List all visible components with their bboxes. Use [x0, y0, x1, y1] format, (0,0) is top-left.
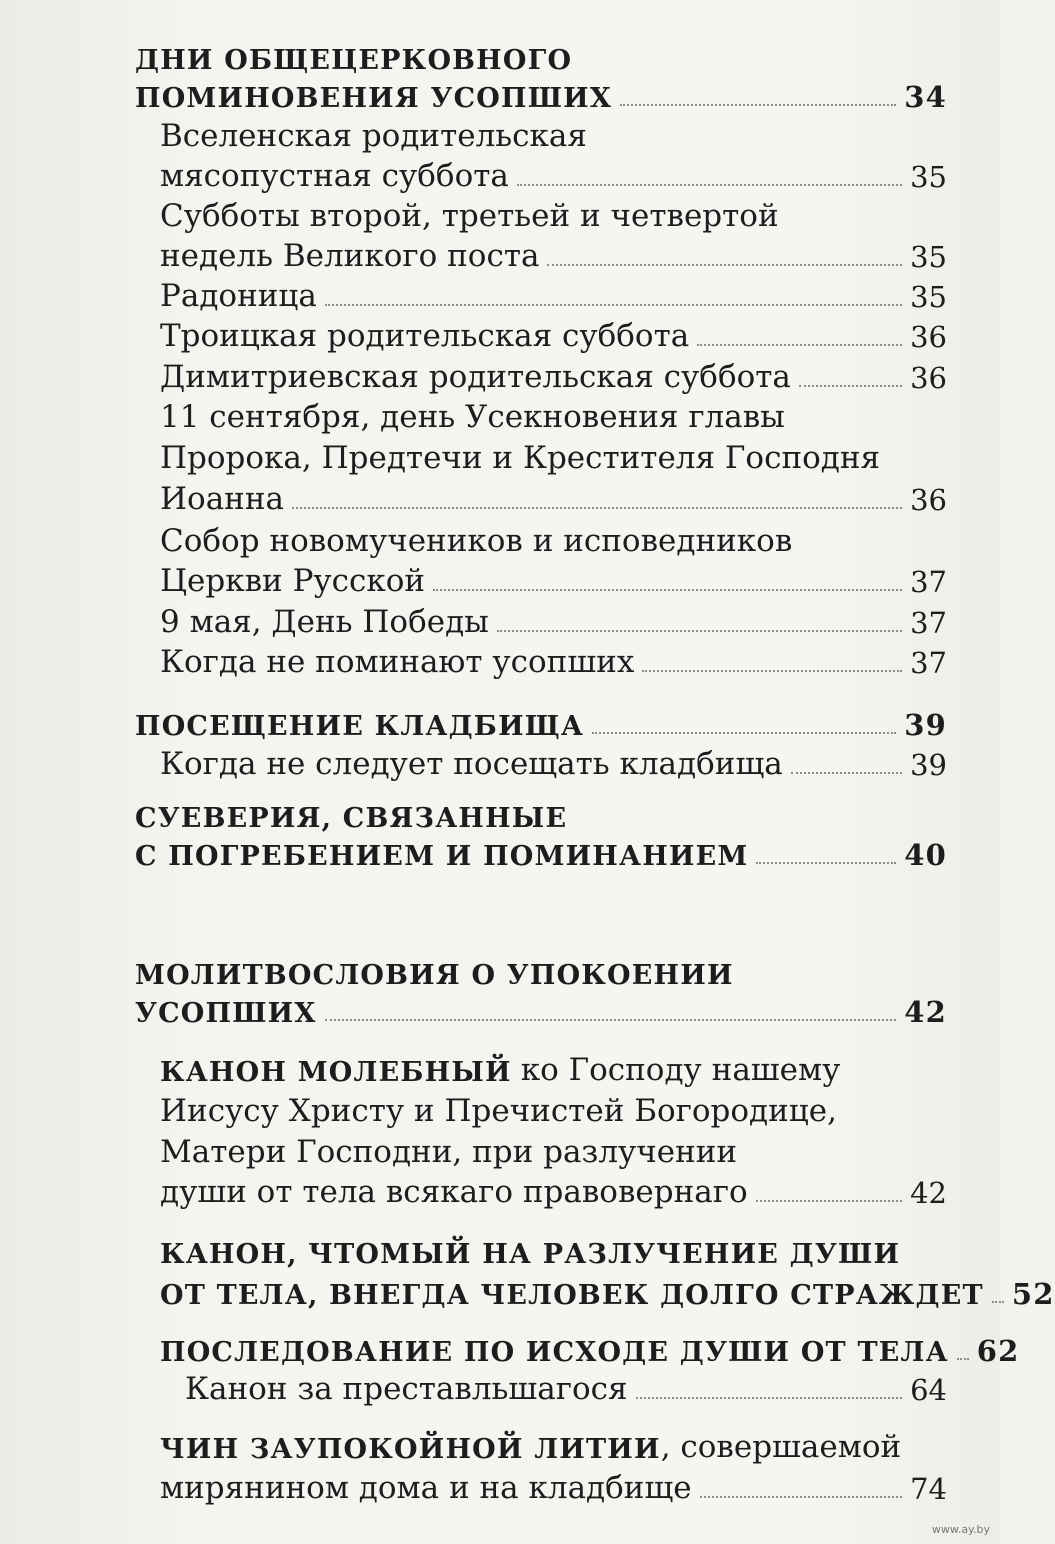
toc-text: ПОСЕЩЕНИЕ КЛАДБИЩА [135, 711, 585, 742]
page-number: 36 [910, 361, 947, 395]
dot-leader [547, 264, 902, 266]
toc-line [135, 989, 947, 1029]
dot-leader [700, 1496, 902, 1498]
toc-line [160, 194, 779, 234]
dot-leader [756, 862, 896, 864]
toc-text: Когда не поминают усопших [160, 644, 635, 680]
toc-text: мирянином дома и на кладбище [160, 1470, 692, 1506]
dot-leader [517, 184, 902, 186]
toc-text: КАНОН, ЧТОМЫЙ НА РАЗЛУЧЕНИЕ ДУШИ [160, 1239, 901, 1270]
page-number: 42 [904, 995, 947, 1029]
toc-text: Троицкая родительская суббота [160, 318, 690, 354]
toc-line [160, 274, 947, 314]
toc-text-bold: КАНОН МОЛЕБНЫЙ [160, 1057, 512, 1088]
page-number: 42 [910, 1176, 947, 1210]
page-number: 40 [904, 838, 947, 872]
toc-text: недель Великого поста [160, 238, 540, 274]
toc-line [160, 395, 785, 435]
toc-text: Иисусу Христу и Пречистей Богородице, [160, 1093, 837, 1129]
page-number: 35 [910, 160, 947, 194]
toc-text: мясопустная суббота [160, 158, 509, 194]
toc-line [160, 559, 947, 599]
toc-line [135, 702, 947, 742]
toc-line [135, 36, 572, 76]
toc-line [160, 1170, 947, 1210]
toc-text: Вселенская родительская [160, 118, 587, 154]
dot-leader [799, 385, 902, 387]
toc-text: С ПОГРЕБЕНИЕМ И ПОМИНАНИЕМ [135, 841, 749, 872]
toc-line [135, 951, 734, 991]
dot-leader [957, 1358, 969, 1360]
toc-line [160, 600, 947, 640]
toc-text: Собор новомучеников и исповедников [160, 523, 793, 559]
dot-leader [497, 630, 902, 632]
page-number: 35 [910, 240, 947, 274]
page-number: 39 [904, 708, 947, 742]
toc-text: Канон за преставльшагося [185, 1371, 628, 1407]
toc-text: Иоанна [160, 481, 284, 517]
toc-line [160, 640, 947, 680]
dot-leader [433, 589, 902, 591]
dot-leader [292, 507, 902, 509]
page-number: 64 [910, 1373, 947, 1407]
toc-line [160, 1425, 901, 1465]
toc-text: Когда не следует посещать кладбища [160, 746, 783, 782]
page-number: 74 [910, 1472, 947, 1506]
dot-leader [992, 1301, 1004, 1303]
toc-line [160, 1230, 900, 1270]
page-number: 36 [910, 483, 947, 517]
dot-leader [756, 1200, 902, 1202]
toc-text: ДНИ ОБЩЕЦЕРКОВНОГО [135, 45, 573, 76]
page-number: 37 [910, 565, 947, 599]
toc-text-bold: ЧИН ЗАУПОКОЙНОЙ ЛИТИИ [160, 1434, 661, 1465]
dot-leader [325, 1019, 897, 1021]
toc-text: Радоница [160, 278, 317, 314]
toc-line [160, 1089, 837, 1129]
toc-line [160, 114, 587, 154]
toc-line [160, 234, 947, 274]
toc-text: ОТ ТЕЛА, ВНЕГДА ЧЕЛОВЕК ДОЛГО СТРАЖДЕТ [160, 1280, 984, 1311]
dot-leader [636, 1397, 903, 1399]
toc-line [160, 1328, 1020, 1368]
toc-text: МОЛИТВОСЛОВИЯ О УПОКОЕНИИ [135, 960, 734, 991]
page-number: 62 [976, 1334, 1020, 1368]
toc-text: СУЕВЕРИЯ, СВЯЗАННЫЕ [135, 803, 568, 834]
toc-line [160, 436, 880, 476]
dot-leader [791, 772, 902, 774]
page-number: 35 [910, 280, 947, 314]
dot-leader [697, 344, 902, 346]
toc-line [160, 1271, 1055, 1311]
toc-text: 11 сентября, день Усекновения главы [160, 399, 785, 435]
toc-text: души от тела всякаго правовернаго [160, 1174, 748, 1210]
toc-text: Пророка, Предтечи и Крестителя Господня [160, 440, 881, 476]
toc-line [160, 314, 947, 354]
dot-leader [620, 104, 896, 106]
toc-text: 9 мая, День Победы [160, 604, 489, 640]
toc-line [185, 1367, 947, 1407]
toc-line [160, 1466, 947, 1506]
toc-text: Матери Господни, при разлучении [160, 1134, 738, 1170]
page-number: 37 [910, 606, 947, 640]
toc-line [160, 1048, 840, 1088]
watermark: www.ay.by [931, 1523, 990, 1536]
toc-line [135, 832, 947, 872]
page-number: 37 [910, 646, 947, 680]
toc-text: ПОСЛЕДОВАНИЕ ПО ИСХОДЕ ДУШИ ОТ ТЕЛА [160, 1337, 949, 1368]
toc-text: Субботы второй, третьей и четвертой [160, 198, 779, 234]
toc-line [160, 355, 947, 395]
toc-text: ПОМИНОВЕНИЯ УСОПШИХ [135, 83, 612, 114]
dot-leader [642, 670, 902, 672]
toc-line [160, 519, 792, 559]
toc-text: Димитриевская родительская суббота [160, 359, 791, 395]
toc-line [160, 1130, 737, 1170]
toc-line [160, 154, 947, 194]
page-number: 34 [904, 80, 947, 114]
dot-leader [325, 304, 902, 306]
dot-leader [592, 732, 896, 734]
toc-text: ко Господу нашему [520, 1052, 841, 1088]
toc-line [135, 794, 567, 834]
toc-text: УСОПШИХ [135, 998, 317, 1029]
page-number: 52 [1011, 1277, 1055, 1311]
toc-line [135, 74, 947, 114]
toc-line [160, 477, 947, 517]
toc-text: Церкви Русской [160, 563, 426, 599]
toc-text: , совершаемой [660, 1429, 902, 1465]
page-number: 36 [910, 320, 947, 354]
toc-line [160, 742, 947, 782]
page-number: 39 [910, 748, 947, 782]
